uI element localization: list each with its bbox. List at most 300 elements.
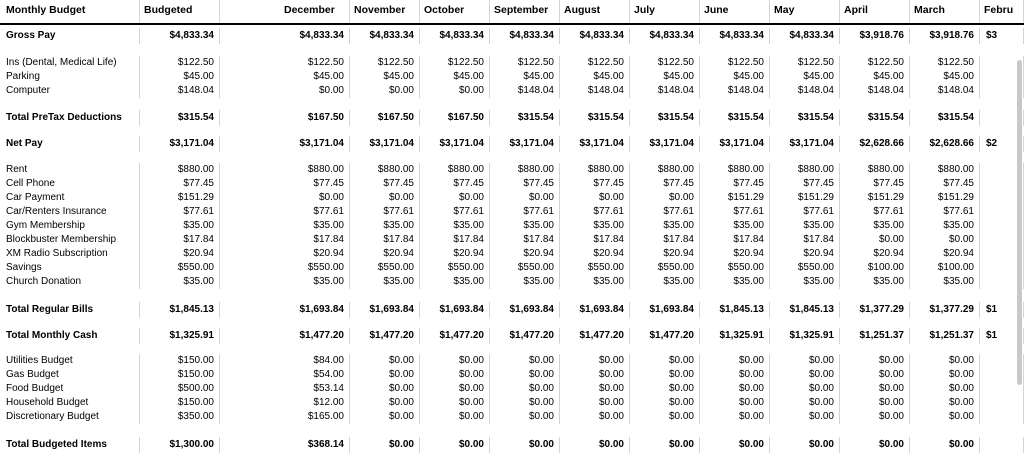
table-cell[interactable]: $0.00 [490, 191, 560, 205]
table-cell[interactable]: $148.04 [140, 84, 220, 98]
table-cell[interactable]: $150.00 [140, 368, 220, 382]
table-cell[interactable]: $0.00 [560, 437, 630, 453]
table-cell[interactable]: $122.50 [350, 56, 420, 70]
table-cell[interactable]: $20.94 [840, 247, 910, 261]
table-cell[interactable]: $1,693.84 [280, 302, 350, 318]
table-cell[interactable]: $3,171.04 [350, 136, 420, 152]
table-cell[interactable]: $150.00 [140, 396, 220, 410]
table-cell[interactable]: $20.94 [420, 247, 490, 261]
row-label[interactable]: Car/Renters Insurance [0, 205, 140, 219]
table-cell[interactable]: $17.84 [630, 233, 700, 247]
table-cell[interactable]: $880.00 [770, 163, 840, 177]
table-cell[interactable]: $1,477.20 [420, 328, 490, 344]
table-cell[interactable]: $1,325.91 [700, 328, 770, 344]
table-cell[interactable]: $0.00 [280, 84, 350, 98]
column-header[interactable]: April [840, 0, 910, 23]
table-cell[interactable]: $20.94 [770, 247, 840, 261]
table-cell[interactable]: $151.29 [700, 191, 770, 205]
table-cell[interactable]: $0.00 [770, 354, 840, 368]
table-cell[interactable]: $77.45 [560, 177, 630, 191]
table-cell[interactable]: $0.00 [420, 437, 490, 453]
table-cell[interactable]: $35.00 [700, 219, 770, 233]
table-cell[interactable]: $4,833.34 [420, 28, 490, 44]
table-cell[interactable]: $77.45 [140, 177, 220, 191]
table-cell[interactable]: $84.00 [280, 354, 350, 368]
table-cell[interactable]: $151.29 [910, 191, 980, 205]
table-cell[interactable]: $35.00 [910, 275, 980, 289]
table-cell[interactable]: $0.00 [560, 396, 630, 410]
table-cell[interactable]: $0.00 [560, 368, 630, 382]
row-label[interactable]: Savings [0, 261, 140, 275]
table-cell[interactable]: $148.04 [490, 84, 560, 98]
row-label[interactable]: Total PreTax Deductions [0, 110, 140, 126]
table-cell[interactable]: $4,833.34 [560, 28, 630, 44]
table-cell[interactable]: $122.50 [560, 56, 630, 70]
table-cell[interactable]: $1,477.20 [350, 328, 420, 344]
table-cell[interactable]: $45.00 [490, 70, 560, 84]
table-cell[interactable]: $0.00 [770, 396, 840, 410]
table-cell[interactable]: $77.45 [490, 177, 560, 191]
table-cell[interactable]: $17.84 [350, 233, 420, 247]
table-cell[interactable]: $77.61 [840, 205, 910, 219]
table-cell[interactable]: $0.00 [910, 382, 980, 396]
table-cell[interactable]: $148.04 [840, 84, 910, 98]
table-cell[interactable]: $4,833.34 [280, 28, 350, 44]
column-header[interactable]: August [560, 0, 630, 23]
table-cell[interactable]: $3,171.04 [420, 136, 490, 152]
table-cell[interactable]: $3,918.76 [910, 28, 980, 44]
table-cell[interactable]: $1,845.13 [700, 302, 770, 318]
table-cell[interactable]: $315.54 [630, 110, 700, 126]
table-cell[interactable]: $122.50 [490, 56, 560, 70]
column-header[interactable]: October [420, 0, 490, 23]
table-cell[interactable]: $1 [980, 302, 1024, 318]
table-cell[interactable]: $0.00 [350, 410, 420, 424]
table-cell[interactable]: $315.54 [910, 110, 980, 126]
table-cell[interactable]: $35.00 [700, 275, 770, 289]
table-cell[interactable]: $0.00 [910, 410, 980, 424]
table-cell[interactable]: $1,477.20 [490, 328, 560, 344]
table-cell[interactable]: $0.00 [420, 410, 490, 424]
table-cell[interactable]: $0.00 [490, 382, 560, 396]
row-label[interactable]: Utilities Budget [0, 354, 140, 368]
table-cell[interactable]: $122.50 [280, 56, 350, 70]
table-cell[interactable]: $0.00 [630, 354, 700, 368]
table-cell[interactable]: $0.00 [420, 396, 490, 410]
table-cell[interactable]: $0.00 [770, 410, 840, 424]
table-cell[interactable]: $0.00 [490, 368, 560, 382]
table-cell[interactable]: $35.00 [770, 219, 840, 233]
column-header[interactable]: December [280, 0, 350, 23]
table-cell[interactable]: $0.00 [560, 410, 630, 424]
vertical-scrollbar[interactable] [1017, 60, 1022, 385]
table-cell[interactable]: $148.04 [910, 84, 980, 98]
table-cell[interactable]: $54.00 [280, 368, 350, 382]
table-cell[interactable]: $45.00 [420, 70, 490, 84]
table-cell[interactable]: $77.61 [910, 205, 980, 219]
table-cell[interactable]: $17.84 [140, 233, 220, 247]
column-header[interactable]: July [630, 0, 700, 23]
table-cell[interactable]: $0.00 [910, 437, 980, 453]
table-cell[interactable]: $550.00 [560, 261, 630, 275]
table-cell[interactable]: $45.00 [770, 70, 840, 84]
table-cell[interactable]: $167.50 [350, 110, 420, 126]
table-cell[interactable]: $3,171.04 [630, 136, 700, 152]
table-cell[interactable]: $0.00 [700, 396, 770, 410]
table-cell[interactable]: $3,171.04 [140, 136, 220, 152]
table-cell[interactable]: $148.04 [770, 84, 840, 98]
table-cell[interactable]: $1,477.20 [630, 328, 700, 344]
table-cell[interactable]: $77.45 [280, 177, 350, 191]
table-cell[interactable]: $0.00 [350, 191, 420, 205]
table-cell[interactable]: $550.00 [280, 261, 350, 275]
table-cell[interactable]: $0.00 [700, 354, 770, 368]
table-cell[interactable]: $880.00 [140, 163, 220, 177]
row-label[interactable]: Computer [0, 84, 140, 98]
table-cell[interactable]: $77.61 [560, 205, 630, 219]
row-label[interactable]: Rent [0, 163, 140, 177]
table-cell[interactable]: $20.94 [630, 247, 700, 261]
table-cell[interactable]: $20.94 [700, 247, 770, 261]
table-cell[interactable]: $77.61 [770, 205, 840, 219]
row-label[interactable]: Car Payment [0, 191, 140, 205]
table-cell[interactable]: $0.00 [910, 233, 980, 247]
table-cell[interactable]: $3,171.04 [490, 136, 560, 152]
table-cell[interactable]: $0.00 [490, 396, 560, 410]
row-label[interactable]: Gas Budget [0, 368, 140, 382]
table-cell[interactable]: $3 [980, 28, 1024, 44]
table-cell[interactable]: $880.00 [280, 163, 350, 177]
table-cell[interactable]: $0.00 [630, 410, 700, 424]
table-cell[interactable]: $0.00 [350, 396, 420, 410]
table-cell[interactable]: $35.00 [280, 219, 350, 233]
table-cell[interactable]: $4,833.34 [140, 28, 220, 44]
row-label[interactable]: Total Budgeted Items [0, 437, 140, 453]
table-cell[interactable]: $1,693.84 [350, 302, 420, 318]
table-cell[interactable]: $0.00 [770, 368, 840, 382]
table-cell[interactable]: $315.54 [700, 110, 770, 126]
table-cell[interactable]: $45.00 [910, 70, 980, 84]
table-cell[interactable]: $3,918.76 [840, 28, 910, 44]
table-cell[interactable]: $0.00 [700, 382, 770, 396]
header-title[interactable]: Monthly Budget [0, 0, 140, 23]
table-cell[interactable]: $550.00 [490, 261, 560, 275]
row-label[interactable]: Total Regular Bills [0, 302, 140, 318]
table-cell[interactable]: $550.00 [770, 261, 840, 275]
table-cell[interactable]: $880.00 [700, 163, 770, 177]
table-cell[interactable]: $0.00 [700, 368, 770, 382]
table-cell[interactable]: $17.84 [490, 233, 560, 247]
row-label[interactable]: Food Budget [0, 382, 140, 396]
table-cell[interactable]: $0.00 [350, 368, 420, 382]
row-label[interactable]: Blockbuster Membership [0, 233, 140, 247]
table-cell[interactable]: $0.00 [420, 368, 490, 382]
table-cell[interactable]: $12.00 [280, 396, 350, 410]
table-cell[interactable]: $167.50 [280, 110, 350, 126]
table-cell[interactable]: $17.84 [770, 233, 840, 247]
table-cell[interactable]: $0.00 [350, 382, 420, 396]
table-cell[interactable]: $880.00 [420, 163, 490, 177]
table-cell[interactable]: $1 [980, 328, 1024, 344]
table-cell[interactable]: $4,833.34 [770, 28, 840, 44]
table-cell[interactable]: $4,833.34 [700, 28, 770, 44]
table-cell[interactable]: $122.50 [910, 56, 980, 70]
table-cell[interactable]: $35.00 [630, 219, 700, 233]
table-cell[interactable]: $550.00 [140, 261, 220, 275]
table-cell[interactable]: $0.00 [490, 437, 560, 453]
table-cell[interactable]: $35.00 [560, 219, 630, 233]
table-cell[interactable]: $17.84 [280, 233, 350, 247]
row-label[interactable]: Gym Membership [0, 219, 140, 233]
table-cell[interactable]: $1,693.84 [630, 302, 700, 318]
table-cell[interactable]: $35.00 [630, 275, 700, 289]
table-cell[interactable]: $0.00 [630, 368, 700, 382]
table-cell[interactable]: $77.45 [770, 177, 840, 191]
table-row [0, 275, 1024, 289]
column-header[interactable]: November [350, 0, 420, 23]
table-cell[interactable]: $0.00 [770, 437, 840, 453]
table-cell[interactable]: $45.00 [560, 70, 630, 84]
table-cell[interactable]: $77.61 [140, 205, 220, 219]
table-cell[interactable]: $0.00 [280, 191, 350, 205]
table-cell[interactable]: $35.00 [840, 275, 910, 289]
table-cell[interactable]: $0.00 [420, 354, 490, 368]
row-label[interactable]: Gross Pay [0, 28, 140, 44]
row-label[interactable]: Cell Phone [0, 177, 140, 191]
table-cell[interactable]: $0.00 [350, 354, 420, 368]
table-cell[interactable]: $100.00 [910, 261, 980, 275]
table-cell[interactable]: $350.00 [140, 410, 220, 424]
table-cell[interactable]: $1,477.20 [280, 328, 350, 344]
table-cell[interactable]: $550.00 [350, 261, 420, 275]
table-cell[interactable]: $880.00 [560, 163, 630, 177]
table-cell[interactable]: $2 [980, 136, 1024, 152]
table-cell[interactable]: $550.00 [700, 261, 770, 275]
table-cell[interactable]: $0.00 [350, 84, 420, 98]
table-cell[interactable]: $148.04 [560, 84, 630, 98]
table-cell[interactable]: $0.00 [840, 233, 910, 247]
table-cell[interactable]: $0.00 [910, 354, 980, 368]
table-cell[interactable]: $45.00 [840, 70, 910, 84]
table-cell[interactable]: $0.00 [560, 191, 630, 205]
table-cell[interactable]: $77.45 [350, 177, 420, 191]
table-cell[interactable]: $0.00 [490, 354, 560, 368]
table-cell[interactable]: $1,377.29 [910, 302, 980, 318]
table-cell[interactable]: $880.00 [840, 163, 910, 177]
table-cell[interactable]: $315.54 [560, 110, 630, 126]
header-row [0, 0, 1024, 25]
table-cell[interactable]: $35.00 [490, 219, 560, 233]
table-cell[interactable]: $3,171.04 [700, 136, 770, 152]
table-cell[interactable]: $167.50 [420, 110, 490, 126]
table-cell[interactable]: $315.54 [490, 110, 560, 126]
table-cell[interactable]: $3,171.04 [560, 136, 630, 152]
table-cell[interactable]: $151.29 [840, 191, 910, 205]
table-cell[interactable]: $0.00 [420, 191, 490, 205]
table-cell[interactable]: $1,693.84 [490, 302, 560, 318]
table-cell[interactable]: $0.00 [630, 382, 700, 396]
column-header[interactable]: Febru [980, 0, 1024, 23]
table-cell[interactable]: $0.00 [700, 410, 770, 424]
table-cell[interactable]: $20.94 [350, 247, 420, 261]
table-cell[interactable]: $315.54 [770, 110, 840, 126]
table-cell[interactable] [980, 437, 1024, 453]
table-cell[interactable]: $148.04 [700, 84, 770, 98]
table-cell[interactable]: $35.00 [770, 275, 840, 289]
table-cell[interactable]: $35.00 [280, 275, 350, 289]
table-cell[interactable]: $35.00 [140, 275, 220, 289]
table-cell[interactable]: $880.00 [490, 163, 560, 177]
table-cell[interactable]: $77.61 [490, 205, 560, 219]
table-cell[interactable]: $45.00 [140, 70, 220, 84]
row-label[interactable]: Parking [0, 70, 140, 84]
table-cell[interactable]: $148.04 [630, 84, 700, 98]
table-cell[interactable]: $1,300.00 [140, 437, 220, 453]
table-cell[interactable]: $122.50 [840, 56, 910, 70]
table-cell[interactable]: $0.00 [840, 396, 910, 410]
row-label[interactable]: Church Donation [0, 275, 140, 289]
table-cell[interactable]: $35.00 [490, 275, 560, 289]
table-cell[interactable]: $35.00 [350, 275, 420, 289]
table-cell[interactable]: $880.00 [910, 163, 980, 177]
table-cell[interactable] [980, 396, 1024, 410]
table-row [0, 247, 1024, 261]
table-cell[interactable]: $0.00 [910, 368, 980, 382]
table-cell[interactable]: $77.45 [910, 177, 980, 191]
table-cell[interactable]: $151.29 [140, 191, 220, 205]
table-cell[interactable]: $20.94 [560, 247, 630, 261]
table-cell[interactable]: $77.45 [700, 177, 770, 191]
table-cell[interactable]: $1,325.91 [140, 328, 220, 344]
table-cell[interactable]: $151.29 [770, 191, 840, 205]
table-cell[interactable]: $122.50 [700, 56, 770, 70]
table-cell[interactable]: $0.00 [630, 437, 700, 453]
table-cell[interactable]: $2,628.66 [840, 136, 910, 152]
table-cell[interactable]: $17.84 [420, 233, 490, 247]
table-cell[interactable]: $1,693.84 [560, 302, 630, 318]
table-cell[interactable]: $4,833.34 [490, 28, 560, 44]
table-cell[interactable]: $1,377.29 [840, 302, 910, 318]
table-cell[interactable]: $880.00 [350, 163, 420, 177]
table-cell[interactable]: $0.00 [840, 382, 910, 396]
table-cell[interactable]: $0.00 [840, 368, 910, 382]
row-label[interactable]: Ins (Dental, Medical Life) [0, 56, 140, 70]
table-cell[interactable]: $880.00 [630, 163, 700, 177]
table-cell[interactable]: $35.00 [140, 219, 220, 233]
table-cell[interactable]: $165.00 [280, 410, 350, 424]
table-cell[interactable]: $35.00 [350, 219, 420, 233]
table-cell[interactable]: $77.45 [420, 177, 490, 191]
table-cell[interactable]: $2,628.66 [910, 136, 980, 152]
table-cell[interactable]: $3,171.04 [280, 136, 350, 152]
table-cell[interactable]: $0.00 [700, 437, 770, 453]
table-cell[interactable]: $315.54 [840, 110, 910, 126]
table-cell[interactable]: $35.00 [840, 219, 910, 233]
table-cell[interactable]: $0.00 [630, 191, 700, 205]
table-cell[interactable]: $1,845.13 [140, 302, 220, 318]
row-label[interactable]: Household Budget [0, 396, 140, 410]
table-cell[interactable]: $1,251.37 [840, 328, 910, 344]
column-header[interactable]: May [770, 0, 840, 23]
table-cell[interactable]: $77.61 [350, 205, 420, 219]
table-cell[interactable]: $315.54 [140, 110, 220, 126]
table-cell[interactable]: $17.84 [700, 233, 770, 247]
table-cell[interactable]: $150.00 [140, 354, 220, 368]
row-label[interactable]: Net Pay [0, 136, 140, 152]
table-cell[interactable]: $0.00 [350, 437, 420, 453]
table-cell[interactable]: $45.00 [350, 70, 420, 84]
table-cell[interactable]: $368.14 [280, 437, 350, 453]
table-cell[interactable]: $550.00 [420, 261, 490, 275]
table-cell[interactable]: $45.00 [700, 70, 770, 84]
table-cell[interactable]: $20.94 [140, 247, 220, 261]
table-cell[interactable]: $77.61 [700, 205, 770, 219]
table-cell[interactable]: $122.50 [140, 56, 220, 70]
column-header[interactable]: June [700, 0, 770, 23]
row-label[interactable]: XM Radio Subscription [0, 247, 140, 261]
table-cell[interactable]: $20.94 [910, 247, 980, 261]
table-cell[interactable]: $77.45 [630, 177, 700, 191]
table-cell[interactable]: $0.00 [490, 410, 560, 424]
table-cell[interactable]: $53.14 [280, 382, 350, 396]
table-cell[interactable]: $20.94 [490, 247, 560, 261]
column-header[interactable]: March [910, 0, 980, 23]
table-cell[interactable]: $77.61 [420, 205, 490, 219]
table-cell[interactable]: $550.00 [630, 261, 700, 275]
table-cell[interactable]: $0.00 [420, 84, 490, 98]
table-cell[interactable]: $122.50 [630, 56, 700, 70]
table-cell[interactable]: $1,845.13 [770, 302, 840, 318]
row-label[interactable]: Discretionary Budget [0, 410, 140, 424]
table-cell[interactable]: $0.00 [560, 354, 630, 368]
table-cell[interactable]: $35.00 [560, 275, 630, 289]
table-cell[interactable]: $77.45 [840, 177, 910, 191]
table-cell[interactable]: $1,693.84 [420, 302, 490, 318]
table-cell[interactable]: $122.50 [770, 56, 840, 70]
column-header[interactable]: Budgeted [140, 0, 220, 23]
table-cell[interactable]: $35.00 [910, 219, 980, 233]
table-cell[interactable]: $3,171.04 [770, 136, 840, 152]
table-cell[interactable]: $0.00 [420, 382, 490, 396]
table-cell[interactable]: $1,477.20 [560, 328, 630, 344]
table-cell[interactable]: $20.94 [280, 247, 350, 261]
table-cell[interactable]: $0.00 [910, 396, 980, 410]
table-cell[interactable]: $77.61 [280, 205, 350, 219]
column-header[interactable]: September [490, 0, 560, 23]
table-cell[interactable]: $0.00 [840, 410, 910, 424]
table-cell[interactable] [980, 410, 1024, 424]
row-label[interactable]: Total Monthly Cash [0, 328, 140, 344]
table-cell[interactable]: $35.00 [420, 275, 490, 289]
table-cell[interactable]: $45.00 [280, 70, 350, 84]
table-cell[interactable]: $17.84 [560, 233, 630, 247]
table-cell[interactable]: $100.00 [840, 261, 910, 275]
table-cell[interactable]: $0.00 [840, 437, 910, 453]
table-cell[interactable]: $77.61 [630, 205, 700, 219]
table-cell[interactable]: $500.00 [140, 382, 220, 396]
table-cell[interactable]: $0.00 [770, 382, 840, 396]
table-cell[interactable]: $122.50 [420, 56, 490, 70]
table-cell[interactable]: $1,325.91 [770, 328, 840, 344]
table-cell[interactable]: $0.00 [560, 382, 630, 396]
table-cell[interactable]: $4,833.34 [630, 28, 700, 44]
table-cell[interactable]: $45.00 [630, 70, 700, 84]
table-cell[interactable]: $35.00 [420, 219, 490, 233]
table-cell[interactable]: $4,833.34 [350, 28, 420, 44]
table-cell[interactable]: $0.00 [840, 354, 910, 368]
table-cell[interactable]: $0.00 [630, 396, 700, 410]
table-cell[interactable]: $1,251.37 [910, 328, 980, 344]
